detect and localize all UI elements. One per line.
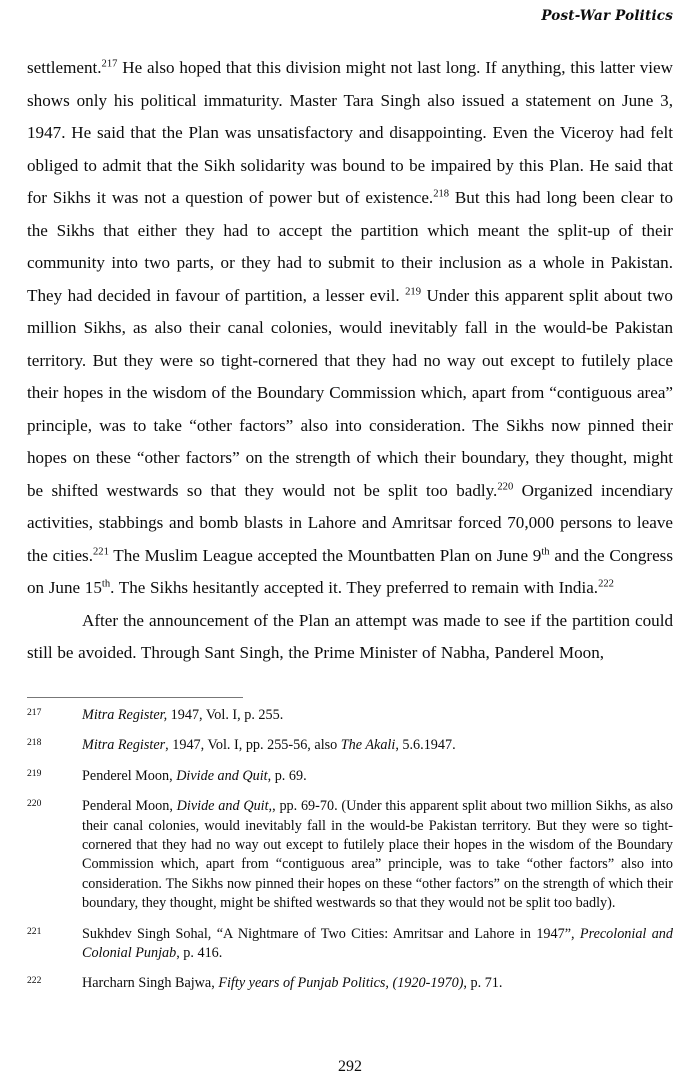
- footnote-item: [27, 797, 673, 913]
- body-paragraph: settlement.$^{217}$ He also hoped that this division might not last long. If anything, this latter view shows only his political immaturity. Master Tara Singh also issued a statement on June 3, 1947. He said that the Plan was unsatisfactory and disappointing. Even the Viceroy had felt obliged to admit that the Sikh solidarity was bound to be impaired by this Plan. He said that for Sikhs it was not a question of power but of existence.$^{218}$ But this had long been clear to the Sikhs that either they had to accept the partition which meant the split-up of their community into two parts, or they had to submit to their inclusion as a whole in Pakistan. They had decided in favour of partition, a lesser evil. $^{219}$ Under this apparent split about two million Sikhs, as also their canal colonies, would inevitably fall in the would-be Pakistan territory. But they were so tight-cornered that they had no way out except to futilely place their hopes in the wisdom of the Boundary Commission which, apart from “contiguous area” principle, was to take “other factors” also into consideration. The Sikhs now pinned their hopes on these “other factors” on the strength of which their boundary, they thought, might be shifted westwards so that they would not be split too badly.$^{220}$ Organized incendiary activities, stabbings and bomb blasts in Lahore and Amritsar forced 70,000 persons to leave the cities.$^{221}$ The Muslim League accepted the Mountbatten Plan on June 9th and the Congress on June 15th. The Sikhs hesitantly accepted it. They preferred to remain with India.$^{222}$: [27, 58, 674, 597]
- body-paragraph: After the announcement of the Plan an attempt was made to see if the partition could still be avoided. Through Sant Singh, the Prime Minister of Nabha, Panderel Moon,: [27, 610, 673, 662]
- footnote-number: 218: [27, 737, 42, 749]
- footnote-number: 222: [27, 975, 42, 987]
- footnote-text: Penderal Moon, Divide and Quit,, pp. 69-70. (Under this apparent split about two million Sikhs, as also their canal colonies, would inevitably fall in the would-be Pakistan territory. But they were so tight-cornered that they had no way out except to futilely place their hopes in the wisdom of the Boundary Commission which, apart from “contiguous area” principle, was to take “other factors” also into consideration. The Sikhs now pinned their hopes on these “other factors” on the strength of which their boundary, they thought, might be shifted westwards so that they would not be split too badly).: [82, 798, 673, 912]
- footnote-item: [27, 974, 673, 993]
- footnote-number: 219: [27, 767, 42, 779]
- footnote-text: Penderel Moon, Divide and Quit, p. 69.: [82, 767, 307, 784]
- footnote-text: Mitra Register, 1947, Vol. I, p. 255.: [82, 707, 284, 723]
- footnote-item: [27, 925, 673, 964]
- footnote-number: 217: [27, 707, 42, 718]
- footnote-number: 221: [27, 925, 42, 937]
- footnote-item: [27, 706, 673, 725]
- footnote-text: Harcharn Singh Bajwa, Fifty years of Punjab Politics, (1920-1970), p. 71.: [82, 975, 503, 992]
- running-head: Post-War Politics: [541, 8, 673, 24]
- footnote-text: Mitra Register, 1947, Vol. I, pp. 255-56, also The Akali, 5.6.1947.: [82, 737, 456, 754]
- footnote-item: [27, 736, 673, 755]
- footnote-list: [27, 706, 673, 994]
- footnote-item: [27, 767, 673, 786]
- body-text-block: [27, 52, 673, 670]
- footnote-text: Sukhdev Singh Sohal, “A Nightmare of Two Cities: Amritsar and Lahore in 1947”, Precolonial and Colonial Punjab, p. 416.: [82, 925, 673, 962]
- page-folio: 292: [338, 1058, 362, 1075]
- footnote-separator-rule: [27, 697, 243, 698]
- footnote-number: 220: [27, 798, 42, 810]
